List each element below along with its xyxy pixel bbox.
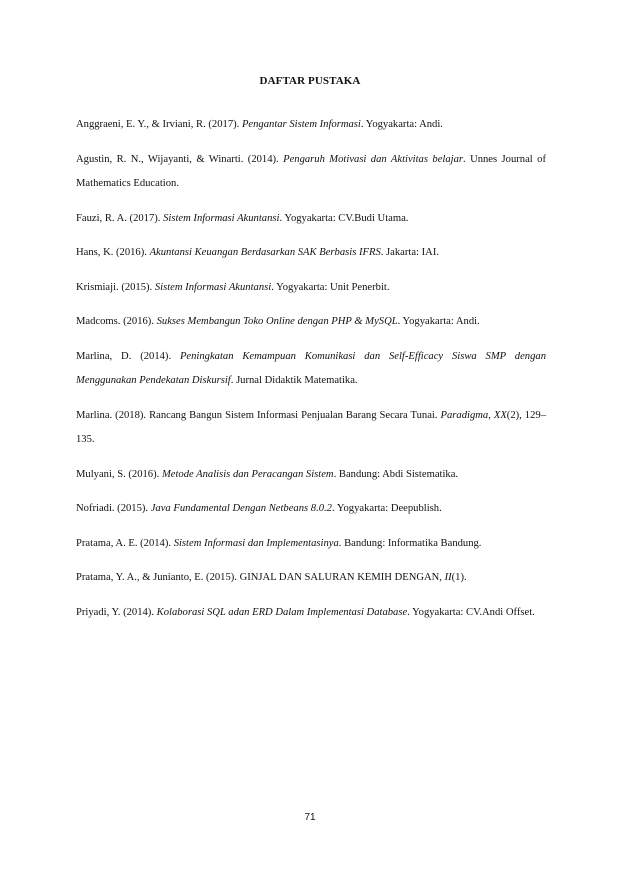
reference-item: Nofriadi. (2015). Java Fundamental Dengan Netbeans 8.0.2. Yogyakarta: Deepublish.	[76, 503, 442, 514]
reference-item: Anggraeni, E. Y., & Irviani, R. (2017). Pengantar Sistem Informasi. Yogyakarta: Andi.	[76, 119, 443, 130]
reference-item: Mulyani, S. (2016). Metode Analisis dan Peracangan Sistem. Bandung: Abdi Sistematika.	[76, 468, 459, 480]
reference-item: Agustin, R. N., Wijayanti, & Winarti. (2014). Pengaruh Motivasi dan Aktivitas belajar. Unnes Journal of Mathematics Education.	[76, 153, 546, 189]
reference-item: Priyadi, Y. (2014). Kolaborasi SQL adan ERD Dalam Implementasi Database. Yogyakarta: CV.Andi Offset.	[76, 606, 535, 618]
reference-item: Pratama, Y. A., & Junianto, E. (2015). GINJAL DAN SALURAN KEMIH DENGAN, II(1).	[76, 572, 467, 583]
reference-item: Madcoms. (2016). Sukses Membangun Toko Online dengan PHP & MySQL. Yogyakarta: Andi.	[76, 316, 480, 327]
reference-item: Hans, K. (2016). Akuntansi Keuangan Berdasarkan SAK Berbasis IFRS. Jakarta: IAI.	[76, 247, 439, 258]
reference-item: Pratama, A. E. (2014). Sistem Informasi dan Implementasinya. Bandung: Informatika Bandung.	[76, 537, 482, 549]
page-title: DAFTAR PUSTAKA	[259, 75, 361, 87]
reference-list	[76, 113, 546, 635]
page-number: 71	[304, 812, 316, 823]
reference-item: Fauzi, R. A. (2017). Sistem Informasi Akuntansi. Yogyakarta: CV.Budi Utama.	[76, 212, 409, 224]
reference-item: Marlina, D. (2014). Peningkatan Kemampuan Komunikasi dan Self-Efficacy Siswa SMP dengan Menggunakan Pendekatan Diskursif. Jurnal Didaktik Matematika.	[76, 350, 546, 386]
reference-item: Krismiaji. (2015). Sistem Informasi Akuntansi. Yogyakarta: Unit Penerbit.	[76, 281, 390, 293]
reference-item: Marlina. (2018). Rancang Bangun Sistem Informasi Penjualan Barang Secara Tunai. Paradigma, XX(2), 129–135.	[76, 409, 546, 445]
